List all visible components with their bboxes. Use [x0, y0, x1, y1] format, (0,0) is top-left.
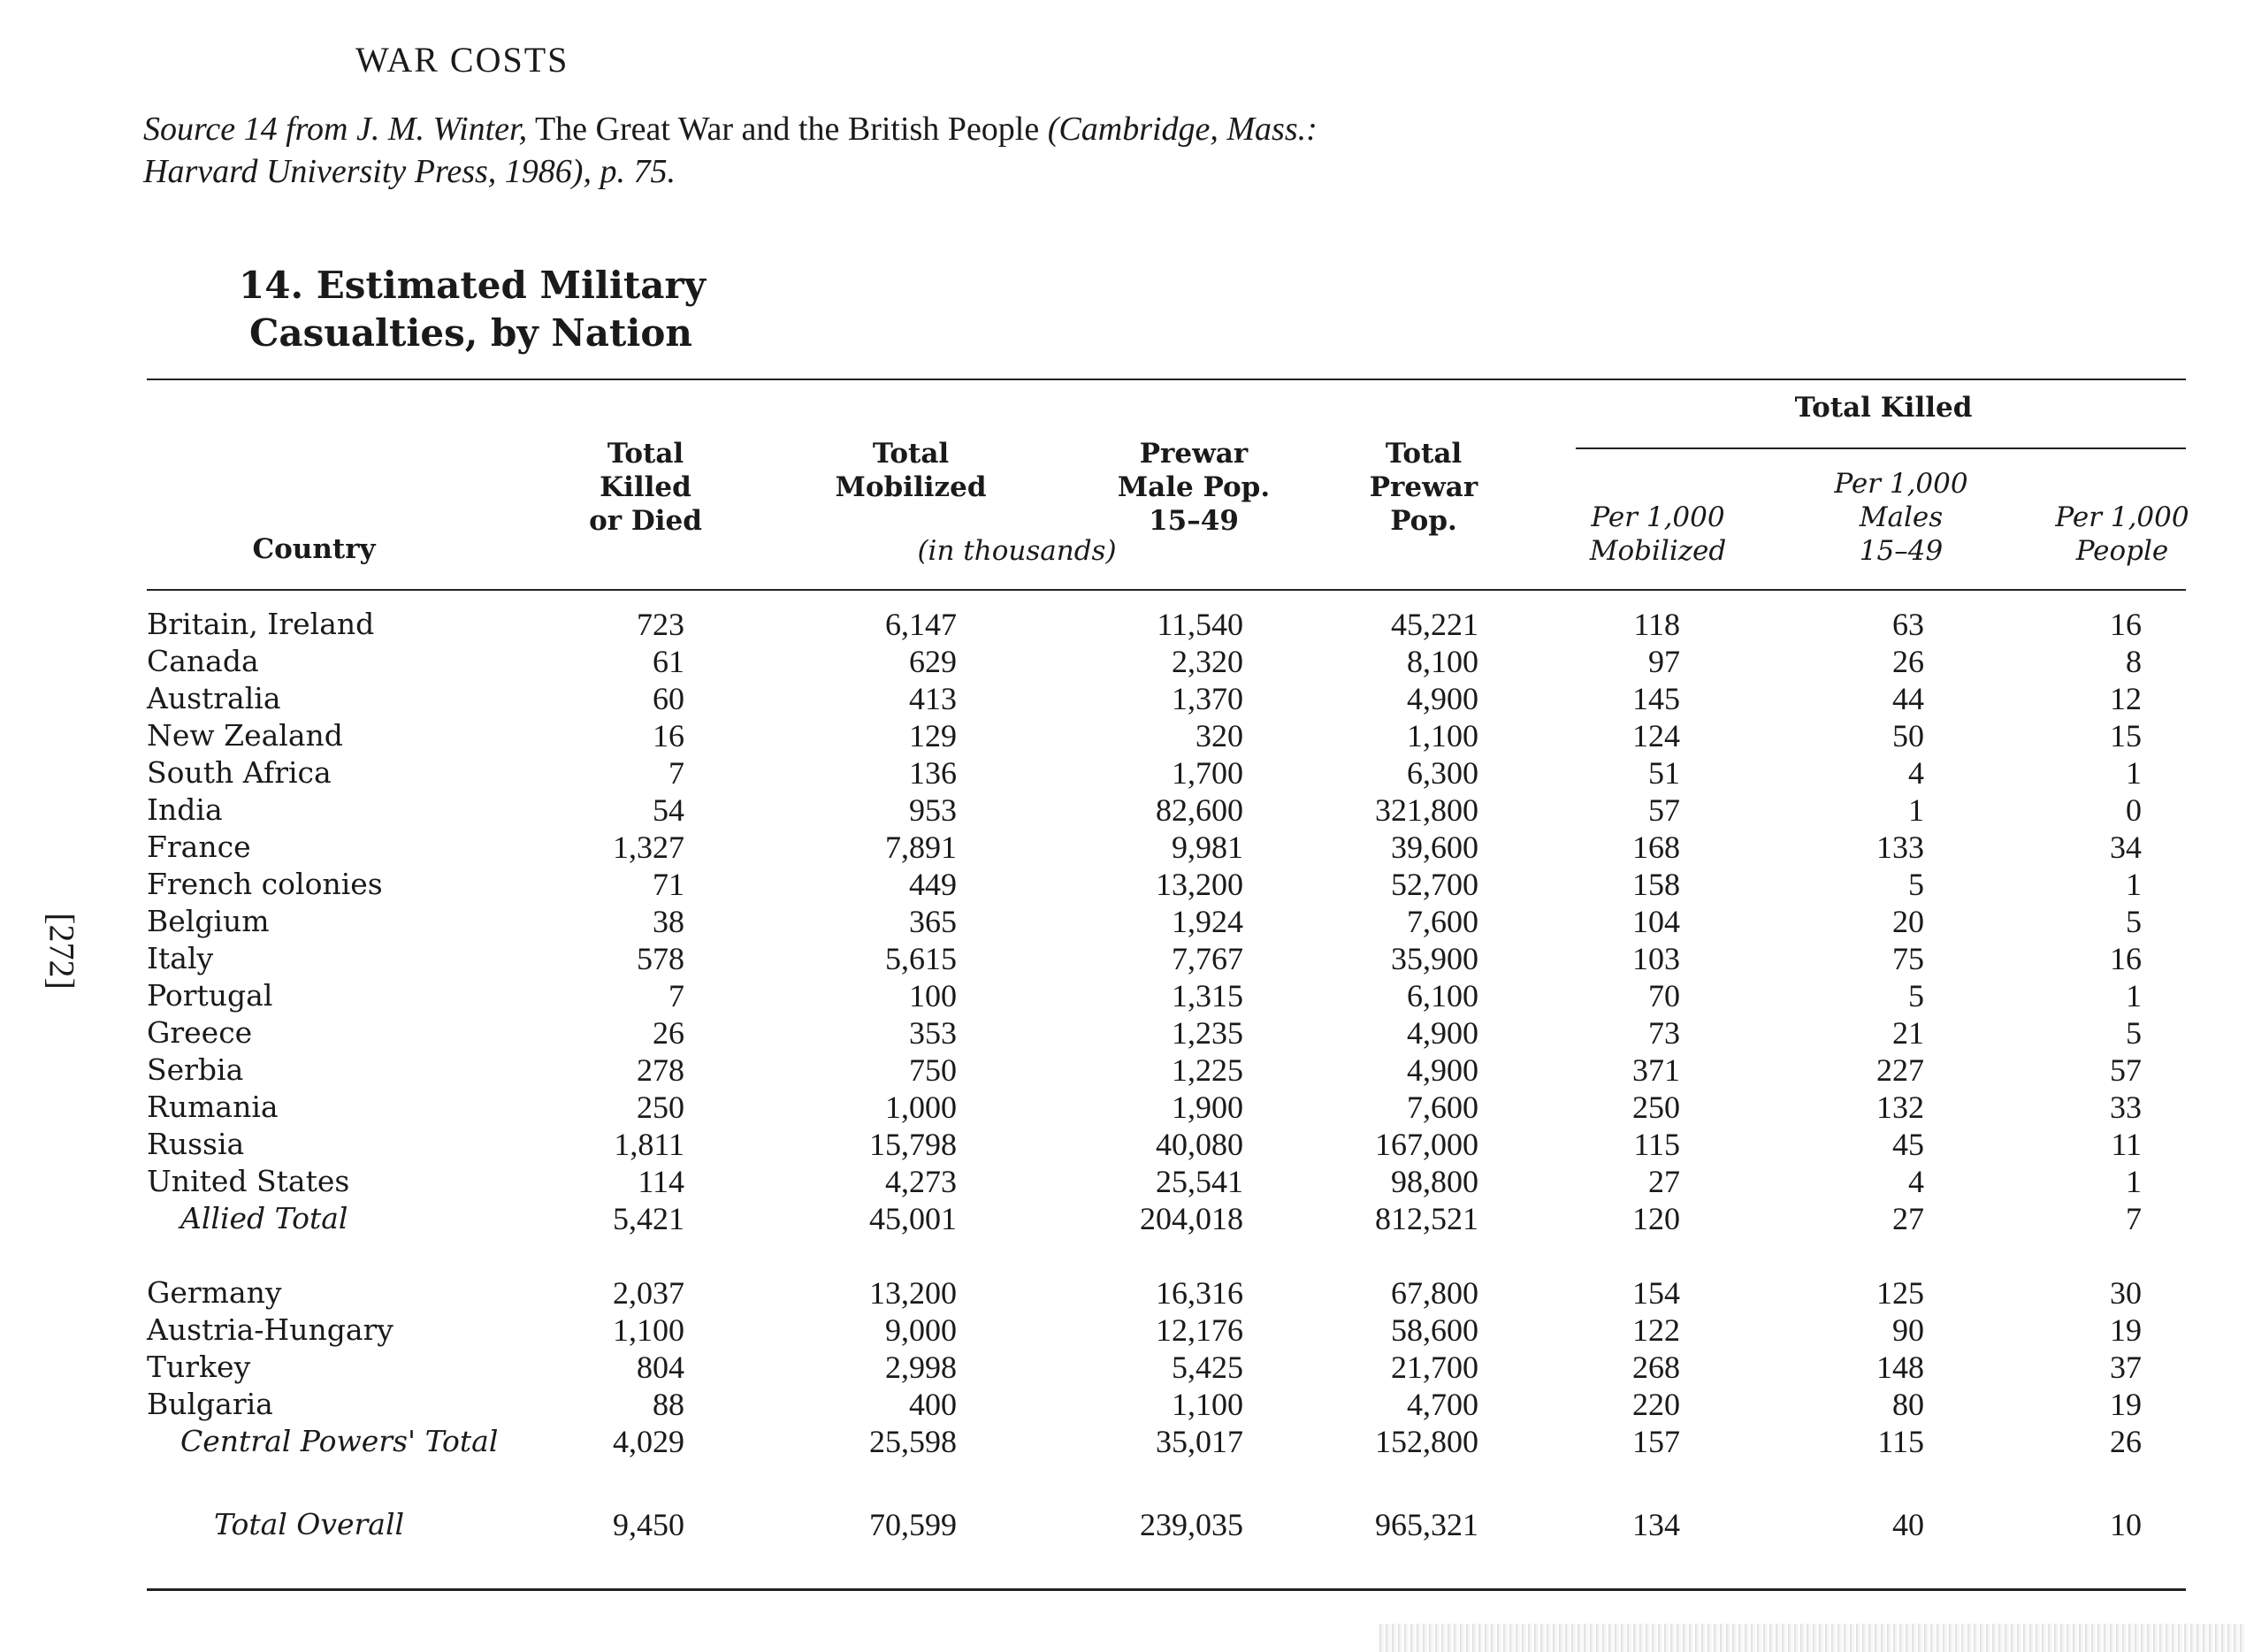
- header-per-1000-people: Per 1,000 People: [2055, 501, 2189, 567]
- cell-total-killed: 723: [637, 607, 684, 642]
- cell-prewar-male-pop: 35,017: [1156, 1424, 1243, 1459]
- cell-total-killed: 1,327: [613, 830, 684, 865]
- cell-total-prewar-pop: 4,900: [1407, 1015, 1478, 1051]
- table-row: [0, 866, 2246, 903]
- cell-total-killed: 1,811: [614, 1127, 684, 1162]
- cell-total-killed: 88: [653, 1387, 684, 1422]
- cell-per-1000-people: 16: [2110, 941, 2142, 976]
- cell-total-killed: 9,450: [613, 1507, 684, 1542]
- cell-per-1000-mobilized: 115: [1633, 1127, 1680, 1162]
- cell-total-mobilized: 2,998: [885, 1350, 957, 1385]
- header-group-total-killed: Total Killed: [1794, 392, 1973, 424]
- cell-country: Belgium: [147, 904, 270, 938]
- cell-total-prewar-pop: 965,321: [1375, 1507, 1478, 1542]
- cell-total-mobilized: 449: [909, 867, 957, 902]
- cell-per-1000-mobilized: 157: [1632, 1424, 1680, 1459]
- cell-per-1000-mobilized: 27: [1648, 1164, 1680, 1199]
- cell-per-1000-males: 133: [1876, 830, 1924, 865]
- cell-prewar-male-pop: 25,541: [1156, 1164, 1243, 1199]
- cell-country: Germany: [147, 1275, 282, 1310]
- cell-country: Canada: [147, 644, 259, 678]
- cell-total-prewar-pop: 52,700: [1391, 867, 1478, 902]
- table-row: [0, 1014, 2246, 1052]
- cell-total-killed: 578: [637, 941, 684, 976]
- cell-total-prewar-pop: 167,000: [1375, 1127, 1478, 1162]
- cell-per-1000-males: 4: [1908, 755, 1924, 791]
- source-publisher-a: (Cambridge, Mass.:: [1047, 111, 1318, 148]
- cell-per-1000-mobilized: 268: [1632, 1350, 1680, 1385]
- cell-total-killed: 114: [638, 1164, 684, 1199]
- cell-total-prewar-pop: 6,100: [1407, 978, 1478, 1013]
- cell-total-mobilized: 365: [909, 904, 957, 939]
- cell-total-killed: 54: [653, 792, 684, 828]
- cell-total-mobilized: 136: [909, 755, 957, 791]
- cell-per-1000-males: 27: [1892, 1201, 1924, 1236]
- cell-per-1000-males: 132: [1876, 1090, 1924, 1125]
- cell-country: French colonies: [147, 867, 383, 901]
- source-author: Source 14 from J. M. Winter,: [143, 111, 528, 148]
- cell-country: Rumania: [147, 1090, 279, 1124]
- cell-total-mobilized: 13,200: [869, 1275, 957, 1311]
- cell-per-1000-mobilized: 124: [1632, 718, 1680, 753]
- cell-country: Russia: [147, 1127, 245, 1161]
- cell-total-killed: 71: [653, 867, 684, 902]
- cell-total-prewar-pop: 98,800: [1391, 1164, 1478, 1199]
- cell-per-1000-males: 90: [1892, 1312, 1924, 1348]
- cell-per-1000-people: 37: [2110, 1350, 2142, 1385]
- table-title: [239, 262, 706, 357]
- header-total-killed-or-died: Total Killed or Died: [589, 438, 702, 537]
- table-row: [0, 1274, 2246, 1312]
- cell-prewar-male-pop: 320: [1196, 718, 1243, 753]
- table-row: [0, 1349, 2246, 1386]
- cell-per-1000-males: 20: [1892, 904, 1924, 939]
- table-row: [0, 792, 2246, 829]
- cell-per-1000-people: 8: [2126, 644, 2142, 679]
- cell-per-1000-males: 21: [1892, 1015, 1924, 1051]
- cell-per-1000-people: 5: [2126, 1015, 2142, 1051]
- table-row: [0, 643, 2246, 680]
- cell-per-1000-males: 5: [1908, 867, 1924, 902]
- cell-per-1000-mobilized: 134: [1632, 1507, 1680, 1542]
- cell-per-1000-people: 19: [2110, 1387, 2142, 1422]
- cell-prewar-male-pop: 1,315: [1172, 978, 1243, 1013]
- cell-per-1000-males: 50: [1892, 718, 1924, 753]
- table-row: [0, 606, 2246, 643]
- table-row: [0, 940, 2246, 977]
- source-citation: [143, 108, 1523, 193]
- cell-country: Greece: [147, 1015, 253, 1050]
- cell-total-prewar-pop: 39,600: [1391, 830, 1478, 865]
- cell-total-killed: 60: [653, 681, 684, 716]
- cell-per-1000-mobilized: 103: [1632, 941, 1680, 976]
- cell-prewar-male-pop: 7,767: [1172, 941, 1243, 976]
- cell-country: Allied Total: [180, 1201, 348, 1235]
- cell-per-1000-males: 44: [1892, 681, 1924, 716]
- cell-per-1000-males: 148: [1876, 1350, 1924, 1385]
- source-book-title: The Great War and the British People: [527, 111, 1048, 148]
- cell-prewar-male-pop: 16,316: [1156, 1275, 1243, 1311]
- cell-per-1000-people: 16: [2110, 607, 2142, 642]
- cell-total-prewar-pop: 4,900: [1407, 681, 1478, 716]
- cell-total-prewar-pop: 152,800: [1375, 1424, 1478, 1459]
- table-top-rule: [147, 379, 2186, 380]
- cell-per-1000-males: 115: [1877, 1424, 1924, 1459]
- cell-country: Turkey: [147, 1350, 251, 1384]
- cell-country: Portugal: [147, 978, 273, 1013]
- cell-total-prewar-pop: 4,700: [1407, 1387, 1478, 1422]
- cell-per-1000-mobilized: 371: [1632, 1052, 1680, 1088]
- cell-prewar-male-pop: 1,225: [1172, 1052, 1243, 1088]
- header-bottom-rule: [147, 589, 2186, 591]
- cell-prewar-male-pop: 204,018: [1140, 1201, 1243, 1236]
- scan-speckle-decoration: [1379, 1624, 2246, 1652]
- cell-total-killed: 7: [668, 978, 684, 1013]
- cell-per-1000-people: 1: [2126, 867, 2142, 902]
- cell-per-1000-people: 1: [2126, 1164, 2142, 1199]
- header-per-1000-males: Per 1,000 Males 15–49: [1834, 468, 1968, 567]
- cell-total-prewar-pop: 8,100: [1407, 644, 1478, 679]
- cell-total-prewar-pop: 6,300: [1407, 755, 1478, 791]
- cell-country: Britain, Ireland: [147, 607, 375, 641]
- table-row: [0, 1312, 2246, 1349]
- cell-total-mobilized: 413: [909, 681, 957, 716]
- cell-per-1000-mobilized: 158: [1632, 867, 1680, 902]
- cell-total-mobilized: 4,273: [885, 1164, 957, 1199]
- cell-total-mobilized: 400: [909, 1387, 957, 1422]
- cell-per-1000-males: 125: [1876, 1275, 1924, 1311]
- cell-country: Australia: [147, 681, 281, 715]
- cell-per-1000-males: 5: [1908, 978, 1924, 1013]
- cell-total-mobilized: 1,000: [885, 1090, 957, 1125]
- cell-per-1000-people: 10: [2110, 1507, 2142, 1542]
- cell-total-prewar-pop: 4,900: [1407, 1052, 1478, 1088]
- cell-per-1000-people: 19: [2110, 1312, 2142, 1348]
- cell-per-1000-mobilized: 57: [1648, 792, 1680, 828]
- cell-prewar-male-pop: 82,600: [1156, 792, 1243, 828]
- cell-per-1000-mobilized: 70: [1648, 978, 1680, 1013]
- cell-prewar-male-pop: 9,981: [1172, 830, 1243, 865]
- cell-per-1000-males: 26: [1892, 644, 1924, 679]
- cell-per-1000-people: 11: [2111, 1127, 2142, 1162]
- cell-per-1000-males: 227: [1876, 1052, 1924, 1088]
- cell-prewar-male-pop: 11,540: [1157, 607, 1243, 642]
- cell-per-1000-males: 63: [1892, 607, 1924, 642]
- cell-prewar-male-pop: 1,235: [1172, 1015, 1243, 1051]
- cell-per-1000-mobilized: 168: [1632, 830, 1680, 865]
- cell-country: United States: [147, 1164, 350, 1198]
- table-row: [0, 829, 2246, 866]
- cell-prewar-male-pop: 1,100: [1172, 1387, 1243, 1422]
- cell-total-mobilized: 629: [909, 644, 957, 679]
- cell-total-prewar-pop: 7,600: [1407, 1090, 1478, 1125]
- cell-total-mobilized: 45,001: [869, 1201, 957, 1236]
- table-title-line-2: Casualties, by Nation: [249, 311, 692, 355]
- header-per-1000-mobilized: Per 1,000 Mobilized: [1589, 501, 1727, 567]
- cell-total-killed: 804: [637, 1350, 684, 1385]
- cell-per-1000-mobilized: 250: [1632, 1090, 1680, 1125]
- cell-per-1000-mobilized: 120: [1632, 1201, 1680, 1236]
- cell-per-1000-people: 0: [2126, 792, 2142, 828]
- page-number: [272]: [42, 913, 82, 990]
- table-row-subtotal: [0, 1200, 2246, 1237]
- cell-total-mobilized: 353: [909, 1015, 957, 1051]
- cell-total-killed: 278: [637, 1052, 684, 1088]
- cell-total-prewar-pop: 1,100: [1407, 718, 1478, 753]
- table-bottom-rule: [147, 1588, 2186, 1591]
- table-row: [0, 717, 2246, 754]
- table-row: [0, 1089, 2246, 1126]
- running-head: WAR COSTS: [355, 40, 569, 80]
- header-country: Country: [252, 533, 376, 565]
- cell-total-killed: 4,029: [613, 1424, 684, 1459]
- cell-per-1000-males: 40: [1892, 1507, 1924, 1542]
- table-row: [0, 903, 2246, 940]
- cell-per-1000-males: 4: [1908, 1164, 1924, 1199]
- cell-country: Total Overall: [214, 1507, 405, 1541]
- cell-per-1000-people: 34: [2110, 830, 2142, 865]
- cell-total-prewar-pop: 45,221: [1391, 607, 1478, 642]
- cell-country: France: [147, 830, 251, 864]
- cell-per-1000-mobilized: 104: [1632, 904, 1680, 939]
- header-total-prewar-pop: Total Prewar Pop.: [1369, 438, 1478, 537]
- cell-per-1000-people: 12: [2110, 681, 2142, 716]
- cell-total-mobilized: 7,891: [885, 830, 957, 865]
- cell-prewar-male-pop: 5,425: [1172, 1350, 1243, 1385]
- cell-per-1000-people: 26: [2110, 1424, 2142, 1459]
- cell-per-1000-people: 7: [2126, 1201, 2142, 1236]
- cell-total-prewar-pop: 812,521: [1375, 1201, 1478, 1236]
- cell-total-killed: 26: [653, 1015, 684, 1051]
- cell-per-1000-mobilized: 122: [1632, 1312, 1680, 1348]
- cell-country: South Africa: [147, 755, 332, 790]
- cell-prewar-male-pop: 1,900: [1172, 1090, 1243, 1125]
- cell-total-killed: 38: [653, 904, 684, 939]
- cell-country: India: [147, 792, 223, 827]
- table-row-subtotal: [0, 1423, 2246, 1460]
- cell-total-killed: 1,100: [613, 1312, 684, 1348]
- cell-prewar-male-pop: 2,320: [1172, 644, 1243, 679]
- cell-total-mobilized: 25,598: [869, 1424, 957, 1459]
- cell-per-1000-mobilized: 118: [1633, 607, 1680, 642]
- cell-total-prewar-pop: 7,600: [1407, 904, 1478, 939]
- cell-total-mobilized: 750: [909, 1052, 957, 1088]
- cell-per-1000-mobilized: 220: [1632, 1387, 1680, 1422]
- cell-per-1000-males: 1: [1908, 792, 1924, 828]
- cell-per-1000-people: 57: [2110, 1052, 2142, 1088]
- cell-total-mobilized: 9,000: [885, 1312, 957, 1348]
- cell-total-mobilized: 6,147: [885, 607, 957, 642]
- cell-country: Central Powers' Total: [180, 1424, 499, 1458]
- cell-prewar-male-pop: 239,035: [1140, 1507, 1243, 1542]
- cell-per-1000-people: 33: [2110, 1090, 2142, 1125]
- cell-country: New Zealand: [147, 718, 343, 753]
- cell-total-prewar-pop: 35,900: [1391, 941, 1478, 976]
- cell-total-mobilized: 129: [909, 718, 957, 753]
- group-header-rule: [1576, 447, 2186, 449]
- cell-total-killed: 61: [653, 644, 684, 679]
- cell-per-1000-mobilized: 154: [1632, 1275, 1680, 1311]
- header-units-note: (in thousands): [917, 535, 1117, 567]
- table-row-total-overall: [0, 1506, 2246, 1543]
- cell-per-1000-people: 30: [2110, 1275, 2142, 1311]
- cell-per-1000-people: 5: [2126, 904, 2142, 939]
- cell-total-killed: 16: [653, 718, 684, 753]
- header-total-mobilized: Total Mobilized: [835, 438, 987, 503]
- cell-per-1000-mobilized: 145: [1632, 681, 1680, 716]
- cell-total-killed: 250: [637, 1090, 684, 1125]
- cell-total-prewar-pop: 21,700: [1391, 1350, 1478, 1385]
- source-publisher-b: Harvard University Press, 1986), p. 75.: [143, 153, 676, 190]
- cell-per-1000-people: 1: [2126, 755, 2142, 791]
- cell-per-1000-mobilized: 73: [1648, 1015, 1680, 1051]
- cell-country: Bulgaria: [147, 1387, 273, 1421]
- cell-per-1000-mobilized: 51: [1648, 755, 1680, 791]
- cell-total-mobilized: 15,798: [869, 1127, 957, 1162]
- cell-total-prewar-pop: 67,800: [1391, 1275, 1478, 1311]
- table-row: [0, 1163, 2246, 1200]
- cell-country: Serbia: [147, 1052, 244, 1087]
- cell-total-prewar-pop: 58,600: [1391, 1312, 1478, 1348]
- table-title-line-1: 14. Estimated Military: [239, 264, 706, 307]
- cell-per-1000-people: 15: [2110, 718, 2142, 753]
- cell-per-1000-mobilized: 97: [1648, 644, 1680, 679]
- table-row: [0, 1052, 2246, 1089]
- table-row: [0, 754, 2246, 792]
- cell-total-mobilized: 5,615: [885, 941, 957, 976]
- cell-prewar-male-pop: 40,080: [1156, 1127, 1243, 1162]
- cell-prewar-male-pop: 1,370: [1172, 681, 1243, 716]
- cell-country: Italy: [147, 941, 214, 975]
- cell-prewar-male-pop: 13,200: [1156, 867, 1243, 902]
- table-row: [0, 1126, 2246, 1163]
- cell-total-mobilized: 100: [909, 978, 957, 1013]
- cell-country: Austria-Hungary: [147, 1312, 393, 1347]
- cell-per-1000-people: 1: [2126, 978, 2142, 1013]
- cell-total-killed: 2,037: [613, 1275, 684, 1311]
- cell-total-prewar-pop: 321,800: [1375, 792, 1478, 828]
- cell-total-killed: 5,421: [613, 1201, 684, 1236]
- cell-prewar-male-pop: 1,924: [1172, 904, 1243, 939]
- cell-total-mobilized: 953: [909, 792, 957, 828]
- table-row: [0, 977, 2246, 1014]
- cell-per-1000-males: 75: [1892, 941, 1924, 976]
- cell-prewar-male-pop: 1,700: [1172, 755, 1243, 791]
- cell-per-1000-males: 45: [1892, 1127, 1924, 1162]
- cell-per-1000-males: 80: [1892, 1387, 1924, 1422]
- cell-prewar-male-pop: 12,176: [1156, 1312, 1243, 1348]
- table-row: [0, 680, 2246, 717]
- cell-total-mobilized: 70,599: [869, 1507, 957, 1542]
- header-prewar-male-pop: Prewar Male Pop. 15–49: [1117, 438, 1271, 537]
- cell-total-killed: 7: [668, 755, 684, 791]
- table-row: [0, 1386, 2246, 1423]
